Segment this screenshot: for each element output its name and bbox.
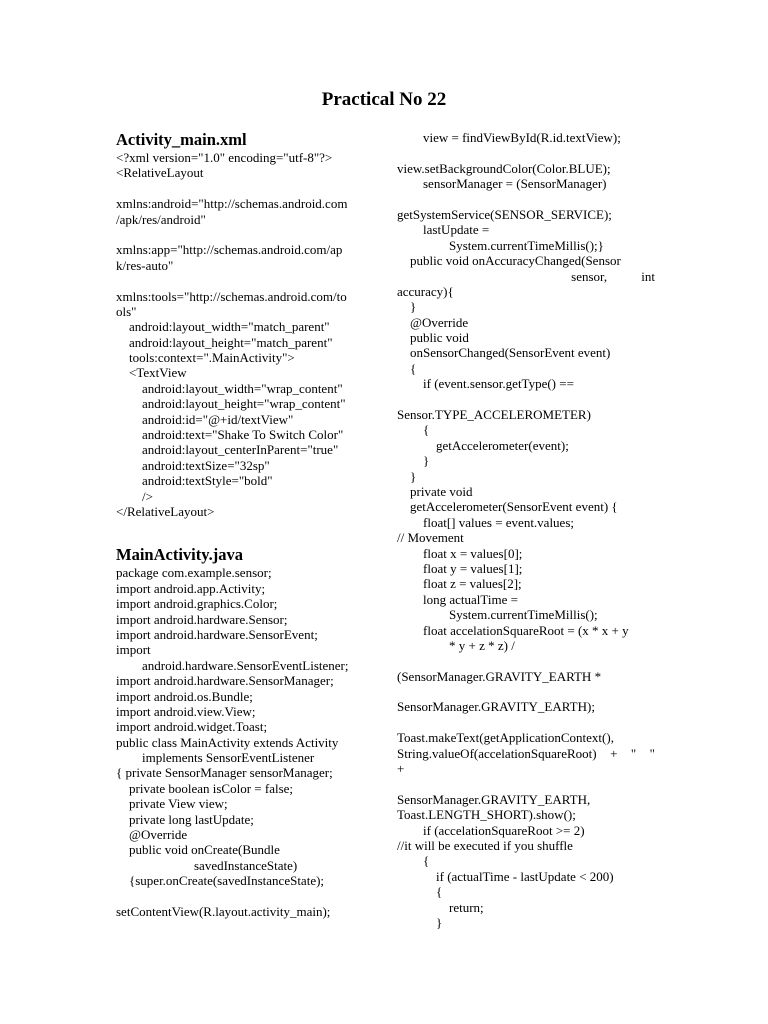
java-code-line: import android.graphics.Color; (116, 596, 278, 612)
java-code-line (397, 392, 655, 407)
xml-code-line: /apk/res/android" (116, 211, 206, 227)
java-code-line: Toast.makeText(getApplicationContext(), (397, 730, 614, 746)
xml-heading: Activity_main.xml (116, 130, 247, 149)
code-token: sensor, (571, 268, 608, 284)
java-code-line (397, 145, 655, 160)
xml-code-line: xmlns:app="http://schemas.android.com/ap (116, 242, 343, 258)
java-code-line: view.setBackgroundColor(Color.BLUE); (397, 160, 611, 176)
java-code-line: import android.widget.Toast; (116, 719, 268, 735)
xml-code-line: <TextView (116, 365, 187, 381)
code-token: int (641, 268, 655, 284)
xml-code-line: <?xml version="1.0" encoding="utf-8"?> (116, 150, 333, 165)
java-code-line: + (397, 761, 405, 777)
xml-code-line: k/res-auto" (116, 257, 174, 273)
xml-code-block (116, 150, 372, 519)
code-token: String.valueOf(accelationSquareRoot) (397, 745, 597, 761)
java-code-line: { (397, 853, 430, 869)
java-code-continued-c (397, 761, 655, 930)
java-code-line: view = findViewById(R.id.textView); (397, 130, 621, 145)
java-code-line (397, 684, 655, 699)
code-token: " (630, 745, 637, 761)
java-code-line: SensorManager.GRAVITY_EARTH); (397, 699, 595, 715)
java-code-line: android.hardware.SensorEventListener; (116, 657, 349, 673)
java-code-line: public void onCreate(Bundle (116, 842, 280, 858)
xml-code-line (116, 227, 372, 242)
justified-line (397, 746, 655, 761)
java-code-line: import android.app.Activity; (116, 580, 266, 596)
java-code-line: SensorManager.GRAVITY_EARTH, (397, 791, 591, 807)
java-code-line: onSensorChanged(SensorEvent event) (397, 345, 611, 361)
java-code-line: } (397, 914, 443, 930)
java-code-line: return; (397, 899, 484, 915)
xml-code-line: android:id="@+id/textView" (116, 411, 294, 427)
java-code-line: } (397, 468, 417, 484)
xml-code-line: android:layout_height="match_parent" (116, 334, 333, 350)
left-column (116, 130, 372, 919)
java-code-line: float z = values[2]; (397, 576, 522, 592)
java-code-line: setContentView(R.layout.activity_main); (116, 903, 331, 919)
java-code-line: package com.example.sensor; (116, 565, 272, 581)
xml-code-line: <RelativeLayout (116, 165, 204, 181)
xml-code-line (116, 273, 372, 288)
java-code-line: @Override (397, 314, 469, 330)
code-token: " (649, 745, 655, 761)
java-code-block (116, 565, 372, 919)
xml-code-line (116, 181, 372, 196)
java-code-line: public void onAccuracyChanged(Sensor (397, 253, 621, 269)
java-code-line: if (accelationSquareRoot >= 2) (397, 822, 585, 838)
java-heading: MainActivity.java (116, 545, 243, 565)
xml-code-line: android:layout_centerInParent="true" (116, 442, 339, 458)
java-code-line: import android.hardware.SensorManager; (116, 673, 334, 689)
java-code-line: * y + z * z) / (397, 637, 515, 653)
java-code-line: { private SensorManager sensorManager; (116, 765, 333, 781)
java-code-line: if (event.sensor.getType() == (397, 376, 574, 392)
java-code-line: Toast.LENGTH_SHORT).show(); (397, 807, 576, 823)
java-code-line: savedInstanceState) (116, 857, 298, 873)
java-code-line: sensorManager = (SensorManager) (397, 176, 607, 192)
java-code-line: { (397, 422, 430, 438)
xml-code-line: android:layout_width="match_parent" (116, 319, 330, 335)
java-code-line: public void (397, 330, 469, 346)
xml-code-line: /> (116, 488, 153, 504)
xml-code-line: android:textStyle="bold" (116, 473, 273, 489)
xml-code-line: android:text="Shake To Switch Color" (116, 427, 344, 443)
java-code-line: accuracy){ (397, 283, 454, 299)
xml-code-line: android:layout_width="wrap_content" (116, 380, 343, 396)
java-code-line: getAccelerometer(SensorEvent event) { (397, 499, 618, 515)
java-code-line: System.currentTimeMillis(); (397, 607, 598, 623)
java-code-line: System.currentTimeMillis();} (397, 237, 604, 253)
java-code-line: //it will be executed if you shuffle (397, 837, 573, 853)
xml-code-line: android:textSize="32sp" (116, 457, 270, 473)
java-code-line (116, 889, 372, 904)
java-code-line: float[] values = event.values; (397, 514, 574, 530)
java-code-line: import android.os.Bundle; (116, 688, 253, 704)
java-code-line: if (actualTime - lastUpdate < 200) (397, 868, 614, 884)
xml-code-line: xmlns:tools="http://schemas.android.com/to (116, 288, 347, 304)
xml-code-line: </RelativeLayout> (116, 503, 215, 519)
java-code-line: import android.view.View; (116, 703, 256, 719)
java-code-line (397, 776, 655, 791)
java-code-line: getSystemService(SENSOR_SERVICE); (397, 206, 612, 222)
java-code-line: import android.hardware.SensorEvent; (116, 626, 318, 642)
java-code-line: float accelationSquareRoot = (x * x + y (397, 622, 629, 638)
java-code-line: private void (397, 483, 473, 499)
java-code-line: float x = values[0]; (397, 545, 523, 561)
java-code-line: // Movement (397, 530, 464, 546)
java-code-line (397, 192, 655, 207)
java-code-line: Sensor.TYPE_ACCELEROMETER) (397, 407, 591, 423)
java-code-line: @Override (116, 827, 188, 843)
java-code-line: { (397, 884, 443, 900)
java-code-line: float y = values[1]; (397, 560, 523, 576)
java-code-line (397, 715, 655, 730)
java-code-line: } (397, 299, 417, 315)
java-code-line: import android.hardware.Sensor; (116, 611, 288, 627)
java-code-line: implements SensorEventListener (116, 750, 315, 766)
java-code-line: import (116, 642, 151, 658)
java-code-line: private boolean isColor = false; (116, 780, 294, 796)
xml-code-line: android:layout_height="wrap_content" (116, 396, 346, 412)
java-code-line: lastUpdate = (397, 222, 490, 238)
java-code-line (397, 653, 655, 668)
xml-code-line: xmlns:android="http://schemas.android.com (116, 196, 348, 212)
java-code-continued-a (397, 130, 655, 269)
java-code-line: public class MainActivity extends Activity (116, 734, 339, 750)
xml-code-line: ols" (116, 303, 137, 319)
java-code-continued-b (397, 284, 655, 746)
code-token: + (610, 745, 618, 761)
java-code-line: private View view; (116, 796, 228, 812)
java-code-line: (SensorManager.GRAVITY_EARTH * (397, 668, 602, 684)
java-code-line: getAccelerometer(event); (397, 437, 569, 453)
java-code-line: } (397, 453, 430, 469)
java-code-line: {super.onCreate(savedInstanceState); (116, 873, 325, 889)
page-title: Practical No 22 (321, 89, 447, 110)
right-column (397, 130, 655, 930)
java-code-line: private long lastUpdate; (116, 811, 254, 827)
java-code-line: long actualTime = (397, 591, 518, 607)
justified-line (397, 269, 655, 284)
xml-code-line: tools:context=".MainActivity"> (116, 350, 295, 366)
java-code-line: { (397, 360, 417, 376)
